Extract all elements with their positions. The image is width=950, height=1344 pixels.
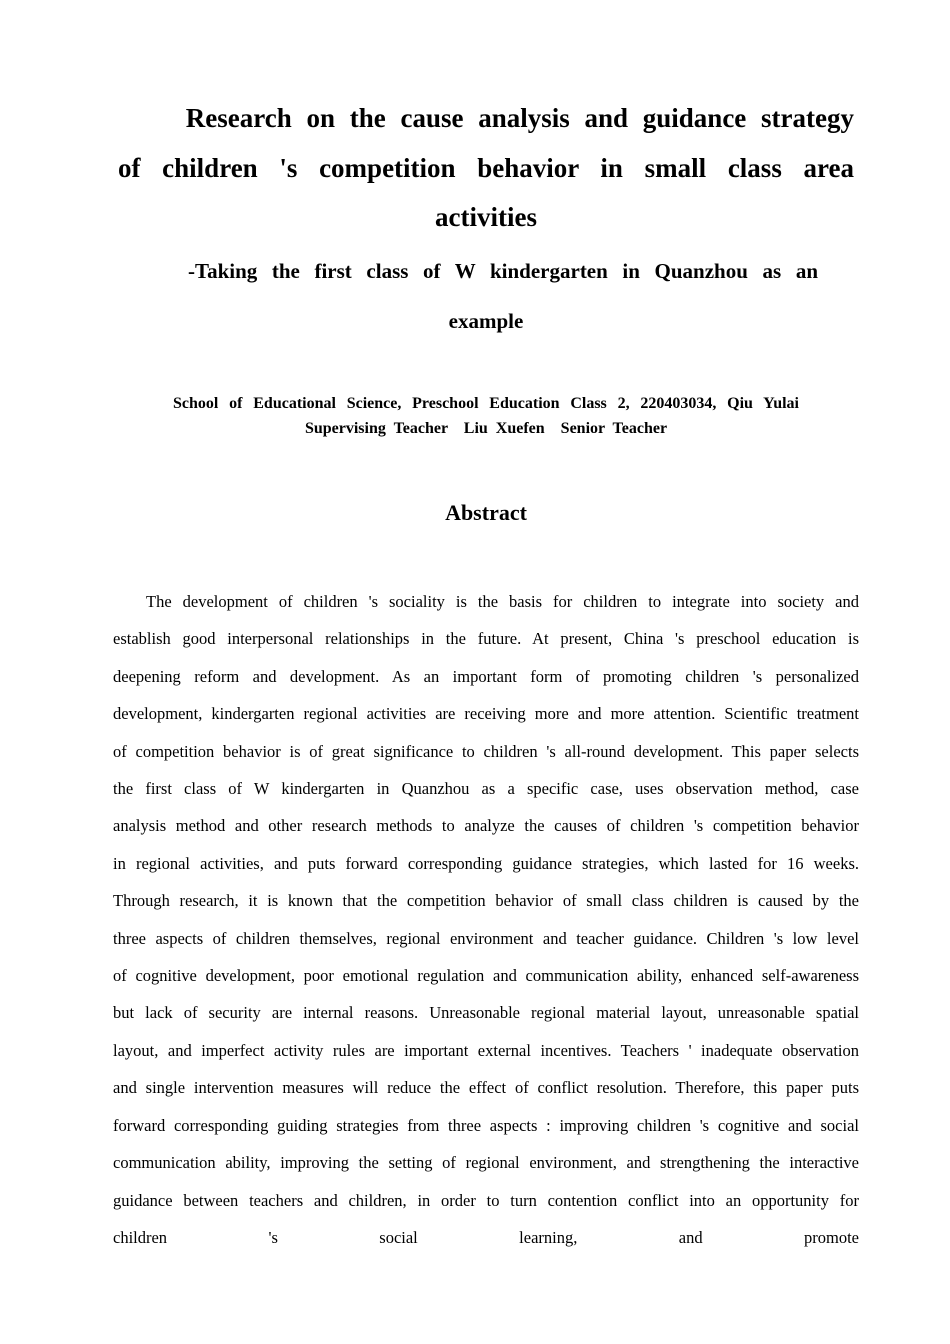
title-line-1: Research on the cause analysis and guidance strategy xyxy=(185,103,854,133)
author-line: School of Educational Science, Preschool Education Class 2, 220403034, Qiu Yulai xyxy=(173,395,799,412)
abstract-body: The development of children 's sociality is the basis for children to integrate into society and establish good interpersonal relationships in the future. At present, China 's preschool education is deepening reform and development. As an important form of promoting children 's personalized development, kindergarten regional activities are receiving more and more attention. Scientific treatment of competition behavior is of great significance to children 's all-round development. This paper selects the first class of W kindergarten in Quanzhou as a specific case, uses observation method, case analysis method and other research methods to analyze the causes of children 's competition behavior in regional activities, and puts forward corresponding guidance strategies, which lasted for 16 weeks. Through research, it is known that the competition behavior of small class children is caused by the three aspects of children themselves, regional environment and teacher guidance. Children 's low level of cognitive development, poor emotional regulation and communication ability, enhanced self-awareness but lack of security are internal reasons. Unreasonable regional material layout, unreasonable spatial layout, and imperfect activity rules are important external incentives. Teachers ' inadequate observation and single intervention measures will reduce the effect of conflict resolution. Therefore, this paper puts forward corresponding guiding strategies from three aspects : improving children 's cognitive and social communication ability, improving the setting of regional environment, and strengthening the interactive guidance between teachers and children, in order to turn contention conflict into an opportunity for children 's social learning, and promote xyxy=(113,592,859,1247)
subtitle-line-2: example xyxy=(448,309,524,333)
subtitle-line-1: -Taking the first class of W kindergarten in Quanzhou as an xyxy=(188,259,818,283)
abstract-heading: Abstract xyxy=(445,500,527,525)
paper-subtitle xyxy=(118,246,854,346)
supervisor-line: Supervising Teacher Liu Xuefen Senior Teacher xyxy=(304,420,668,437)
author-affiliation xyxy=(118,391,854,441)
title-line-3: activities xyxy=(435,202,537,232)
paper-title xyxy=(118,94,854,243)
title-line-2: of children 's competition behavior in small class area xyxy=(118,152,854,183)
